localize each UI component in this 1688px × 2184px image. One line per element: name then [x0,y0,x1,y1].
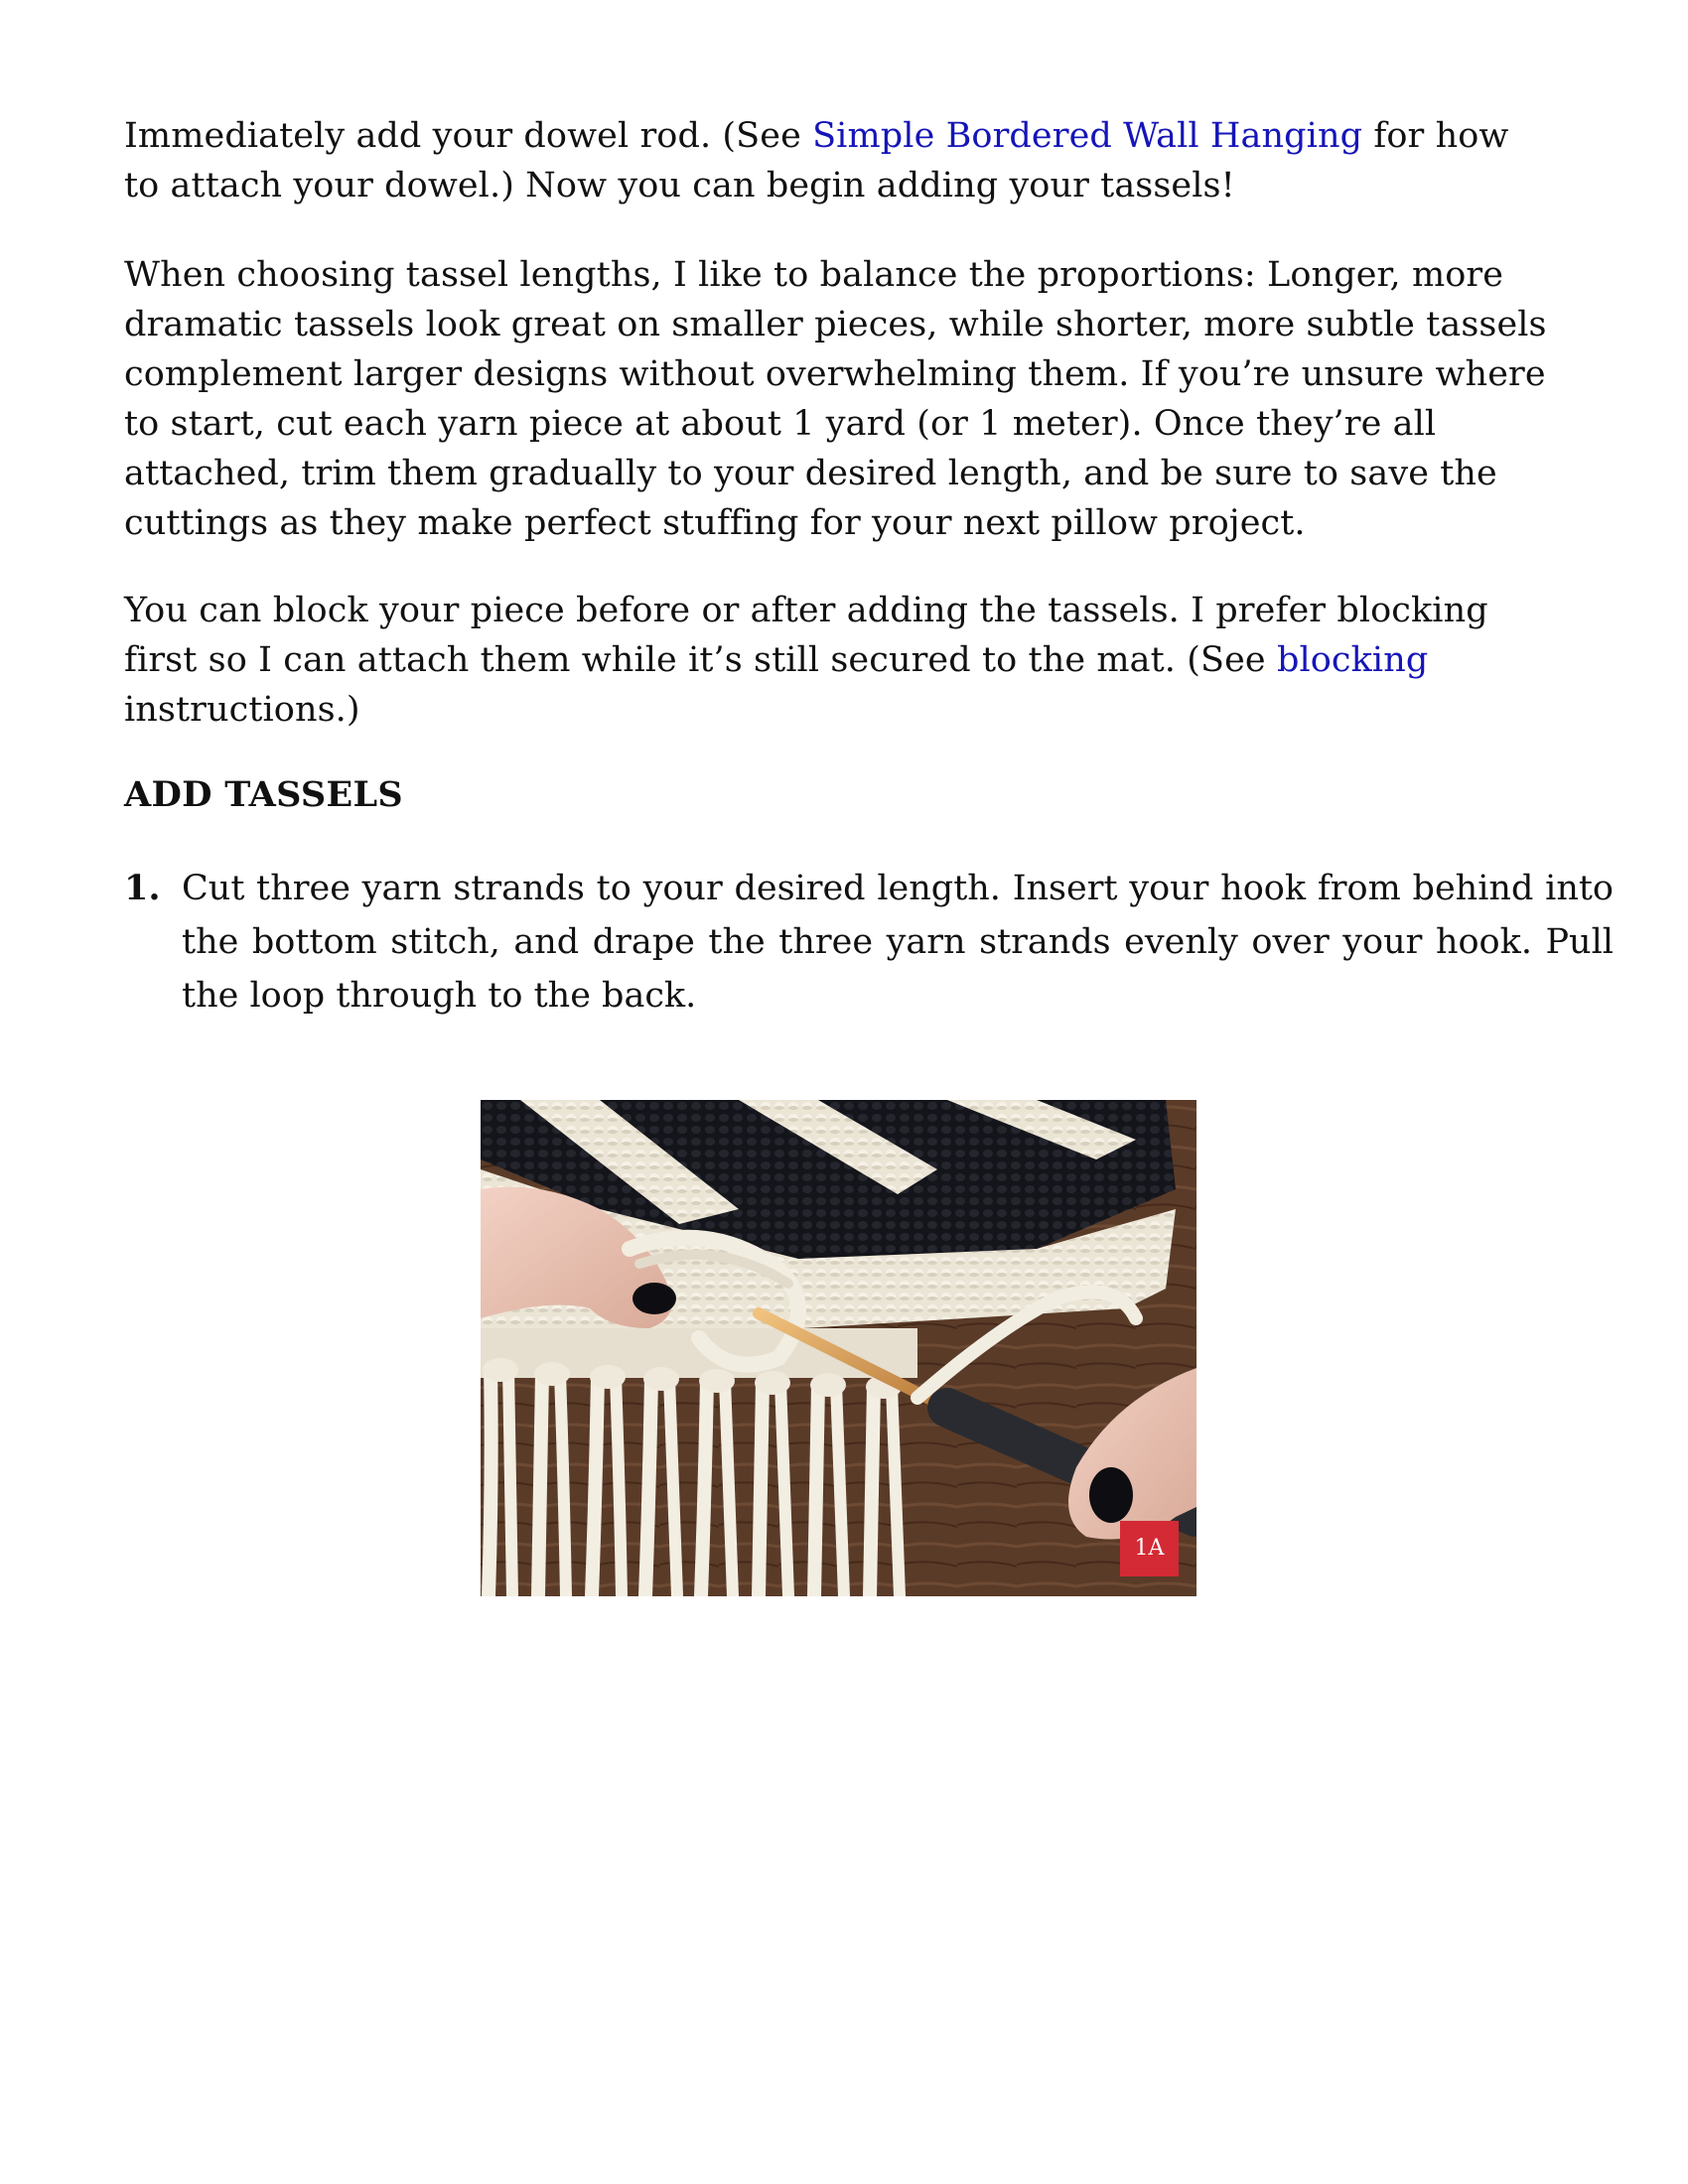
photo-badge: 1A [1120,1521,1179,1576]
left-thumbnail [633,1283,676,1314]
link-simple-bordered-wall-hanging[interactable]: Simple Bordered Wall Hanging [812,116,1363,156]
step-text: Cut three yarn strands to your desired length. Insert your hook from behind into the bottom stitch, and drape the three yarn strands evenly over your hook. Pull the loop through to the back. [182,869,1614,1016]
paragraph-dowel [124,111,1554,210]
figure-photo-1a [481,1100,1196,1596]
paragraph-blocking-text-after: instructions.) [124,690,360,730]
photo-illustration [481,1100,1196,1596]
paragraph-dowel-text-after: for how to attach your dowel.) Now you can begin adding your tassels! [124,116,1509,205]
section-heading-add-tassels: ADD TASSELS [124,774,403,815]
paragraph-dowel-text-before: Immediately add your dowel rod. (See [124,116,813,156]
steps-list [124,862,1614,1023]
page-content [124,111,1614,1023]
paragraph-blocking-text-before: You can block your piece before or after adding the tassels. I prefer blocking first so I can attach them while it’s still secured to the mat. (See [124,591,1488,680]
paragraph-tassel-lengths: When choosing tassel lengths, I like to balance the proportions: Longer, more dramatic tassels look great on smaller pieces, while shorter, more subtle tassels complement larger designs without overwhelming them. If you’re unsure where to start, cut each yarn piece at about 1 yard (or 1 meter). Once they’re all attached, trim them gradually to your desired length, and be sure to save the cuttings as they make perfect stuffing for your next pillow project. [124,255,1547,543]
link-blocking[interactable]: blocking [1276,640,1429,680]
right-fingernail [1089,1467,1133,1523]
step-number: 1. [124,868,161,908]
step-item [124,862,1614,1023]
paragraph-blocking [124,586,1554,735]
